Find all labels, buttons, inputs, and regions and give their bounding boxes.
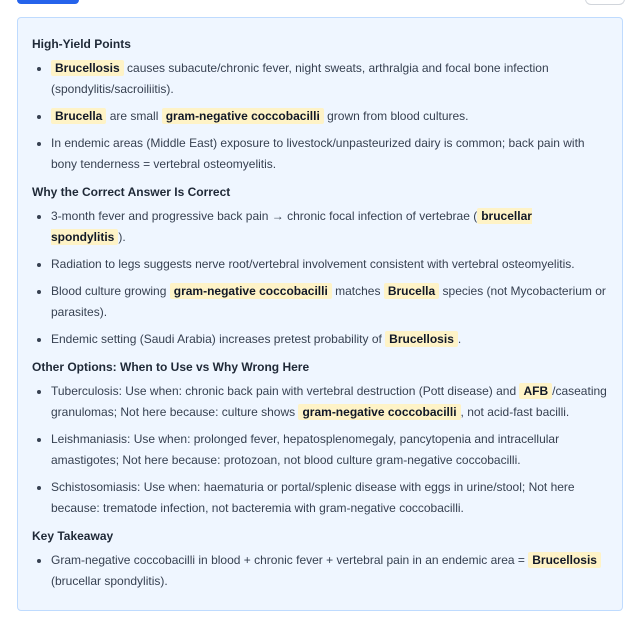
highlighted-term: gram-negative coccobacilli (170, 283, 332, 299)
bullet-text: Radiation to legs suggests nerve root/vertebral involvement consistent with vertebral osteomyelitis. (51, 257, 575, 271)
section-title: Why the Correct Answer Is Correct (32, 185, 231, 199)
section-other-options (32, 359, 608, 519)
bullet-item (32, 281, 608, 323)
bullet-text: are small (106, 109, 162, 123)
bullet-item (32, 206, 608, 248)
explanation-card (17, 17, 623, 611)
highlighted-term: Brucellosis (51, 60, 124, 76)
highlighted-term: Brucellosis (385, 331, 458, 347)
bullet-text: Endemic setting (Saudi Arabia) increases pretest probability of (51, 332, 386, 346)
bullet-text: causes subacute/chronic fever, night sweats, arthralgia and focal bone infection (spondylitis/sacroiliitis). (51, 61, 549, 96)
bullet-item (32, 550, 608, 592)
bullet-text: Gram-negative coccobacilli in blood + chronic fever + vertebral pain in an endemic area = (51, 553, 529, 567)
bullet-text: In endemic areas (Middle East) exposure to livestock/unpasteurized dairy is common; back pain with bony tenderness = vertebral osteomyelitis. (51, 136, 585, 171)
section-title: Other Options: When to Use vs Why Wrong Here (32, 360, 310, 374)
bullet-item (32, 329, 608, 350)
bullet-item (32, 381, 608, 423)
highlighted-term: Brucella (384, 283, 439, 299)
bullet-text: species (not Mycobacterium or parasites). (51, 284, 606, 319)
section-title: High-Yield Points (32, 37, 131, 51)
bullet-text: . (457, 332, 462, 346)
bullet-item (32, 133, 608, 175)
highlighted-term: Brucella (51, 108, 106, 124)
bullet-text: Tuberculosis: Use when: chronic back pain with vertebral destruction (Pott disease) and (51, 384, 520, 398)
section-high-yield (32, 36, 608, 175)
bullet-list (32, 381, 608, 519)
bullet-list (32, 550, 608, 592)
highlighted-term: AFB (519, 383, 552, 399)
bullet-item (32, 254, 608, 275)
section-correct-answer (32, 184, 608, 350)
section-key-takeaway (32, 528, 608, 592)
bullet-text: 3-month fever and progressive back pain → chronic focal infection of vertebrae ( (51, 209, 478, 223)
highlighted-term: gram-negative coccobacilli (162, 108, 324, 124)
bullet-text: Schistosomiasis: Use when: haematuria or portal/splenic disease with eggs in urine/stool; Not here because: trematode infection, not bacteremia with gram-negative coccobacilli. (51, 480, 575, 515)
bullet-item (32, 58, 608, 100)
bullet-item (32, 429, 608, 471)
highlighted-term: Brucellosis (528, 552, 601, 568)
highlighted-term: gram-negative coccobacilli (298, 404, 460, 420)
bullet-text: Blood culture growing (51, 284, 170, 298)
bullet-item (32, 106, 608, 127)
bullet-text: , not acid-fast bacilli. (460, 405, 570, 419)
bullet-text: matches (331, 284, 384, 298)
bullet-text: ). (118, 230, 126, 244)
bullet-list (32, 206, 608, 350)
bullet-text: (brucellar spondylitis). (51, 574, 168, 588)
bullet-text: /caseating granulomas; Not here because: culture shows (51, 384, 607, 419)
secondary-action-button[interactable] (585, 0, 625, 5)
highlighted-term: brucellar spondylitis (51, 209, 532, 244)
bullet-item (32, 477, 608, 519)
bullet-text: Leishmaniasis: Use when: prolonged fever, hepatosplenomegaly, pancytopenia and intracellular amastigotes; Not here because: protozoan, not blood culture gram-negative coccobacilli. (51, 432, 560, 467)
section-title: Key Takeaway (32, 529, 114, 543)
bullet-list (32, 58, 608, 175)
bullet-text: grown from blood cultures. (323, 109, 469, 123)
primary-action-button[interactable] (17, 0, 79, 4)
